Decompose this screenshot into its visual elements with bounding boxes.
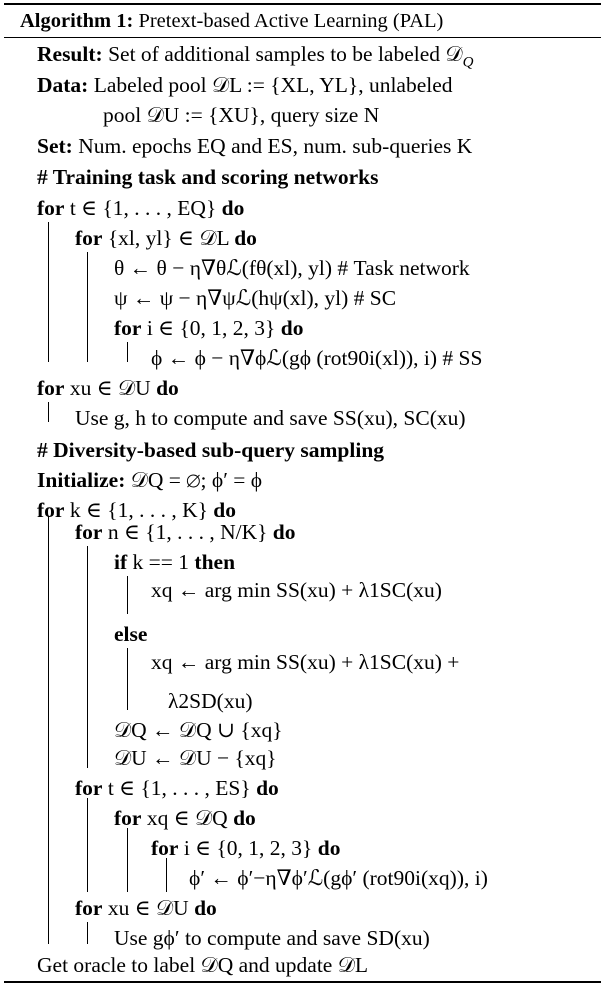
dq-update-line: 𝒟Q ← 𝒟Q ∪ {xq} <box>114 718 283 742</box>
scope-bar-for-xu2 <box>87 922 88 944</box>
top-rule <box>4 3 601 5</box>
scope-bar-for-i <box>127 342 128 362</box>
scope-bar-for-t <box>48 222 49 362</box>
data-line-1: Data: Labeled pool 𝒟L := {XL, YL}, unlabeled <box>37 73 453 97</box>
scope-bar-for-xq <box>127 828 128 892</box>
scope-bar-else <box>127 648 128 710</box>
set-line: Set: Num. epochs EQ and ES, num. sub-queries K <box>37 134 473 158</box>
xq-select-line-2: xq ← arg min SS(xu) + λ1SC(xu) + <box>151 650 460 674</box>
if-line: if k == 1 then <box>114 550 236 574</box>
for-k-line: for k ∈ {1, . . . , K} do <box>37 498 237 522</box>
bottom-rule <box>4 981 601 983</box>
xq-select-line-2b: λ2SD(xu) <box>168 689 253 713</box>
for-i2-line: for i ∈ {0, 1, 2, 3} do <box>151 836 341 860</box>
xq-select-line-1: xq ← arg min SS(xu) + λ1SC(xu) <box>151 578 442 602</box>
scope-bar-for-k <box>48 516 49 944</box>
scope-bar-if <box>127 576 128 614</box>
theta-update-line: θ ← θ − η∇θℒ(fθ(xl), yl) # Task network <box>114 256 470 280</box>
scope-bar-for-xu <box>48 402 49 422</box>
initialize-line: Initialize: 𝒟Q = ∅; ϕ′ = ϕ <box>37 468 263 492</box>
scope-bar-for-t2 <box>87 798 88 892</box>
algorithm-title <box>20 10 443 33</box>
psi-update-line: ψ ← ψ − η∇ψℒ(hψ(xl), yl) # SC <box>114 286 397 310</box>
scope-bar-for-xl <box>87 252 88 362</box>
for-t-line: for t ∈ {1, . . . , EQ} do <box>37 196 245 220</box>
du-update-line: 𝒟U ← 𝒟U − {xq} <box>114 746 277 770</box>
title-rule <box>4 37 601 38</box>
algorithm-name: Pretext-based Active Learning (PAL) <box>138 10 444 32</box>
sd-save-line: Use gϕ′ to compute and save SD(xu) <box>114 926 430 950</box>
comment-diversity: # Diversity-based sub-query sampling <box>37 438 385 462</box>
phi-update-line: ϕ ← ϕ − η∇ϕℒ(gϕ (rot90i(xl)), i) # SS <box>151 346 483 370</box>
data-line-2: pool 𝒟U := {XU}, query size N <box>103 103 380 127</box>
scope-bar-for-n <box>87 546 88 768</box>
oracle-line: Get oracle to label 𝒟Q and update 𝒟L <box>37 953 369 977</box>
algorithm-label: Algorithm 1: <box>20 10 134 32</box>
for-i-line: for i ∈ {0, 1, 2, 3} do <box>114 316 304 340</box>
for-xq-line: for xq ∈ 𝒟Q do <box>114 806 256 830</box>
for-xl-line: for {xl, yl} ∈ 𝒟L do <box>75 226 257 250</box>
phi-prime-update-line: ϕ′ ← ϕ′−η∇ϕ′ℒ(gϕ′ (rot90i(xq)), i) <box>189 866 488 890</box>
score-save-line: Use g, h to compute and save SS(xu), SC(xu) <box>75 406 466 430</box>
for-t2-line: for t ∈ {1, . . . , ES} do <box>75 776 279 800</box>
comment-training: # Training task and scoring networks <box>37 165 379 189</box>
scope-bar-for-i2 <box>166 858 167 892</box>
for-n-line: for n ∈ {1, . . . , N/K} do <box>75 520 296 544</box>
result-line: Result: Set of additional samples to be labeled 𝒟$_Q$ <box>37 42 474 71</box>
for-xu2-line: for xu ∈ 𝒟U do <box>75 896 217 920</box>
else-line: else <box>114 622 148 646</box>
for-xu-line: for xu ∈ 𝒟U do <box>37 376 179 400</box>
